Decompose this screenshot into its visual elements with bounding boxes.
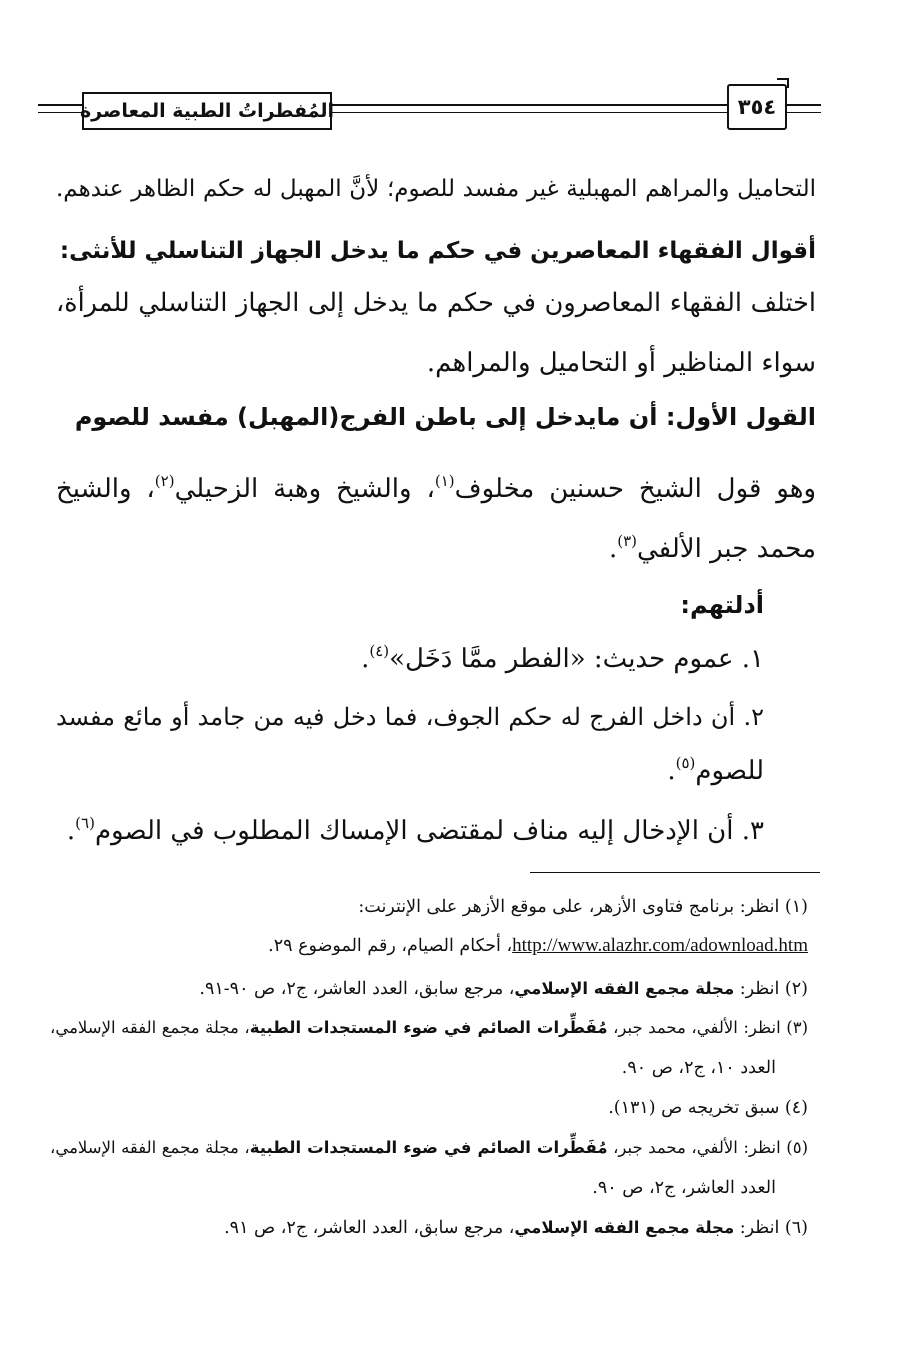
- footnote-3: [50, 1014, 808, 1042]
- footnote-2-prefix: (٢) انظر:: [734, 979, 808, 999]
- footnote-ref-3[interactable]: (٣): [617, 532, 638, 550]
- evidence-heading: أدلتهم:: [680, 591, 764, 619]
- first-opinion-heading: القول الأول: أن مايدخل إلى باطن الفرج(المهبل) مفسد للصوم: [74, 403, 816, 431]
- footnote-1: (١) انظر: برنامج فتاوى الأزهر، على موقع الأزهر على الإنترنت:: [358, 897, 808, 917]
- body-line-4-part-1: وهو قول الشيخ حسنين مخلوف: [454, 474, 816, 504]
- body-line-5-part-2: .: [608, 534, 618, 564]
- evidence-item-1-end: .: [361, 644, 370, 674]
- footnote-5-prefix: (٥) انظر: الألفي، محمد جبر،: [607, 1138, 808, 1157]
- evidence-item-3: [56, 812, 764, 850]
- footnote-ref-1[interactable]: (١): [434, 472, 455, 490]
- footnote-5-continued: العدد العاشر، ج٢، ص ٩٠.: [592, 1178, 776, 1198]
- evidence-item-2: [56, 698, 764, 736]
- body-line-4-part-3: ، والشيخ: [56, 474, 155, 504]
- footnote-ref-2[interactable]: (٢): [154, 472, 175, 490]
- footnote-6-rest: ، مرجع سابق، العدد العاشر، ج٢، ص ٩١.: [224, 1218, 515, 1238]
- header-rule-right-top: [783, 104, 821, 106]
- footnote-2-rest: ، مرجع سابق، العدد العاشر، ج٢، ص ٩٠-٩١.: [199, 979, 515, 999]
- header-rule-middle-bottom: [328, 112, 727, 113]
- body-line-4: [56, 470, 816, 508]
- running-title: المُفطراتُ الطبية المعاصرة: [82, 92, 332, 130]
- footnote-1-url-link[interactable]: http://www.alazhr.com/adownload.htm: [512, 935, 808, 956]
- footnote-2-source-title: مجلة مجمع الفقه الإسلامي: [514, 979, 735, 998]
- evidence-item-2-continued: [56, 752, 764, 790]
- footnote-5-source-title: مُفَطِّرات الصائم في ضوء المستجدات الطبية: [249, 1138, 608, 1157]
- footnote-ref-4[interactable]: (٤): [369, 642, 390, 660]
- footnote-3-rest: ، مجلة مجمع الفقه الإسلامي،: [50, 1018, 250, 1037]
- footnote-3-source-title: مُفَطِّرات الصائم في ضوء المستجدات الطبية: [249, 1018, 608, 1037]
- footnote-3-continued: العدد ١٠، ج٢، ص ٩٠.: [621, 1058, 776, 1078]
- footnote-2: [56, 975, 808, 1003]
- footnote-3-prefix: (٣) انظر: الألفي، محمد جبر،: [607, 1018, 808, 1037]
- footnote-ref-5[interactable]: (٥): [675, 754, 696, 772]
- evidence-item-3-end: .: [66, 816, 76, 846]
- evidence-item-1: [56, 640, 764, 678]
- evidence-item-2-cont-end: .: [667, 756, 676, 786]
- header-rule-right-bottom: [783, 112, 821, 113]
- body-line-5: [56, 530, 816, 568]
- footnote-6-prefix: (٦) انظر:: [734, 1218, 808, 1238]
- header-rule-left-top: [38, 104, 82, 106]
- body-line-5-part-1: محمد جبر الألفي: [637, 534, 816, 564]
- header-rule-left-bottom: [38, 112, 82, 113]
- evidence-item-2-cont-text: للصوم: [695, 756, 764, 786]
- footnote-4: (٤) سبق تخريجه ص (١٣١).: [608, 1098, 808, 1118]
- footnote-1-continued-text: ، أحكام الصيام، رقم الموضوع ٢٩.: [268, 936, 513, 956]
- header-rule-middle-top: [328, 104, 727, 106]
- footnote-1-continued: [56, 932, 808, 960]
- body-line-2: اختلف الفقهاء المعاصرون في حكم ما يدخل إلى الجهاز التناسلي للمرأة،: [56, 288, 816, 318]
- footnote-5: [50, 1134, 808, 1162]
- footnote-6-source-title: مجلة مجمع الفقه الإسلامي: [514, 1218, 735, 1237]
- evidence-item-3-text: ٣. أن الإدخال إليه مناف لمقتضى الإمساك المطلوب في الصوم: [94, 816, 764, 846]
- footnote-separator: [530, 872, 820, 873]
- evidence-item-2-text: ٢. أن داخل الفرج له حكم الجوف، فما دخل فيه من جامد أو مائع مفسد: [56, 703, 764, 731]
- section-heading: أقوال الفقهاء المعاصرين في حكم ما يدخل الجهاز التناسلي للأنثى:: [59, 238, 816, 264]
- footnote-6: [56, 1214, 808, 1242]
- body-line-3: سواء المناظير أو التحاميل والمراهم.: [426, 348, 816, 378]
- footnote-ref-6[interactable]: (٦): [75, 814, 95, 832]
- footnote-5-rest: ، مجلة مجمع الفقه الإسلامي،: [50, 1138, 250, 1157]
- body-line-4-part-2: ، والشيخ وهبة الزحيلي: [174, 474, 435, 504]
- body-line-1: التحاميل والمراهم المهبلية غير مفسد للصوم؛ لأنَّ المهبل له حكم الظاهر عندهم.: [56, 176, 816, 202]
- page-number: ٣٥٤: [727, 84, 787, 130]
- evidence-item-1-text: ١. عموم حديث: «الفطر ممَّا دَخَل»: [389, 644, 764, 674]
